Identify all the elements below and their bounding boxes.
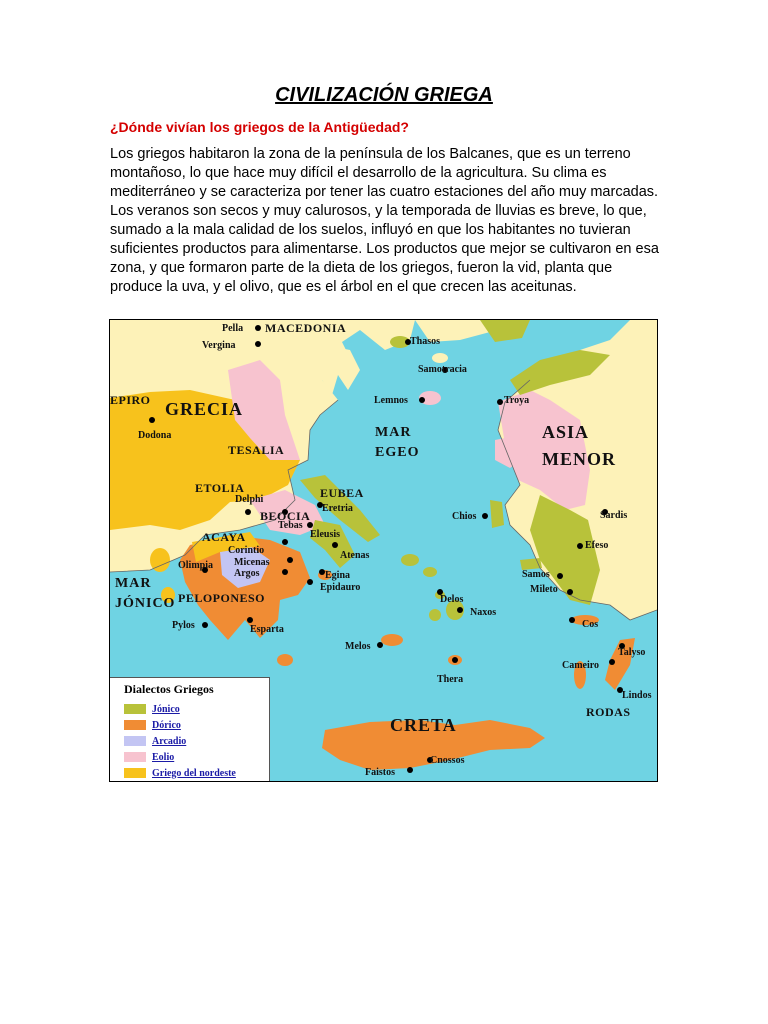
label-melos: Melos (345, 641, 371, 652)
label-samotracia: Samotracia (418, 364, 467, 375)
label-atenas: Atenas (340, 550, 370, 561)
dot-cameiro (609, 659, 615, 665)
legend-swatch (124, 704, 146, 714)
island-paros (429, 609, 441, 621)
label-naxos: Naxos (470, 607, 497, 618)
label-beocia: BEOCIA (260, 509, 311, 523)
legend-swatch (124, 720, 146, 730)
dot-chios (482, 513, 488, 519)
label-epiro: EPIRO (110, 393, 151, 407)
dot-pella (255, 325, 261, 331)
island-corfu (113, 416, 127, 444)
dot-mileto (567, 589, 573, 595)
dot-vergina (255, 341, 261, 347)
legend-title: Dialectos Griegos (124, 682, 214, 696)
island-kythera (277, 654, 293, 666)
label-macedonia: MACEDONIA (265, 321, 347, 335)
label-creta: CRETA (390, 715, 457, 735)
label-tesalia: TESALIA (228, 443, 285, 457)
legend-item-dorico[interactable] (124, 718, 181, 732)
label-delphi: Delphi (235, 494, 264, 505)
label-rodas: RODAS (586, 705, 631, 719)
dot-atenas (332, 542, 338, 548)
label-samos: Samos (522, 569, 550, 580)
label-eleusis: Eleusis (310, 529, 341, 540)
dot-esparta (247, 617, 253, 623)
island-melos (381, 634, 403, 646)
label-thera: Thera (437, 674, 464, 685)
label-eubea: EUBEA (320, 486, 364, 500)
label-etolia: ETOLIA (195, 481, 245, 495)
label-delos: Delos (440, 594, 464, 605)
legend-label: Dórico (152, 719, 181, 731)
label-talyso: Talyso (618, 647, 646, 658)
dot-thera (452, 657, 458, 663)
label-argos: Argos (234, 568, 260, 579)
legend-label: Griego del nordeste (152, 767, 236, 779)
label-esparta: Esparta (250, 624, 284, 635)
label-eretria: Eretria (322, 503, 353, 514)
label-olimpia: Olimpia (178, 560, 214, 571)
page-title: CIVILIZACIÓN GRIEGA (275, 84, 493, 106)
dialect-legend (110, 677, 270, 782)
label-efeso: Efeso (585, 540, 609, 551)
dot-corintio (282, 539, 288, 545)
section-question: ¿Dónde vivían los griegos de la Antigüedad? (110, 119, 409, 135)
dot-cos (569, 617, 575, 623)
legend-item-arcadio[interactable] (124, 734, 186, 748)
island-chios (490, 500, 504, 528)
legend-item-jonico[interactable] (124, 702, 180, 716)
label-thasos: Thasos (410, 336, 441, 347)
label-vergina: Vergina (202, 340, 236, 351)
label-cameiro: Cameiro (562, 660, 600, 671)
label-menor: MENOR (542, 449, 616, 469)
label-grecia: GRECIA (165, 399, 244, 419)
island-samotracia (432, 353, 448, 363)
label-dodona: Dodona (138, 430, 172, 441)
label-faistos: Faistos (365, 767, 395, 778)
ancient-greece-map (109, 319, 658, 782)
dot-micenas (287, 557, 293, 563)
dot-lemnos (419, 397, 425, 403)
label-lemnos: Lemnos (374, 395, 408, 406)
legend-swatch (124, 768, 146, 778)
dot-samos (557, 573, 563, 579)
label-cnossos: Cnossos (430, 755, 465, 766)
label-mileto: Mileto (530, 584, 558, 595)
dot-dodona (149, 417, 155, 423)
legend-swatch (124, 736, 146, 746)
label-troya: Troya (504, 395, 530, 406)
label-epidauro: Epidauro (320, 582, 361, 593)
dot-argos (282, 569, 288, 575)
label-egina: Egina (325, 570, 351, 581)
legend-swatch (124, 752, 146, 762)
dot-epidauro (307, 579, 313, 585)
dot-pylos (202, 622, 208, 628)
island-tinos (423, 567, 437, 577)
body-paragraph: Los griegos habitaron la zona de la península de los Balcanes, que es un terreno montañoso, lo que hace muy difícil el desarrollo de la agricultura. Su clima es mediterráneo y se caracteriza por tener las cuatro estaciones del año muy marcadas. Los veranos son secos y muy calurosos, y la temporada de lluvias es breve, lo que, sumado a la mala calidad de los suelos, influyó en que los habitantes no tuvieran suficientes productos para alimentarse. Los productos que mejor se cultivaron en esa zona, y que formaron parte de la dieta de los griegos, fueron la vid, planta que produce la uva, y el olivo, que es el árbol en el que crecen las aceitunas. (110, 146, 659, 295)
label-asia: ASIA (542, 422, 590, 442)
label-cos: Cos (582, 619, 599, 630)
label-sardis: Sardis (600, 510, 628, 521)
legend-label: Jónico (152, 703, 180, 715)
label-acaya: ACAYA (202, 530, 246, 544)
legend-item-nordeste[interactable] (124, 766, 236, 780)
dot-delphi (245, 509, 251, 515)
label-chios: Chios (452, 511, 477, 522)
label-micenas: Micenas (234, 557, 270, 568)
dot-melos (377, 642, 383, 648)
label-tebas: Tebas (278, 520, 303, 531)
label-mar-egeo-2: EGEO (375, 445, 420, 460)
label-pella: Pella (222, 323, 244, 334)
legend-item-eolio[interactable] (124, 750, 174, 764)
label-corintio: Corintio (228, 545, 265, 556)
label-mar-jonico-2: JÓNICO (115, 596, 176, 611)
dot-troya (497, 399, 503, 405)
label-pylos: Pylos (172, 620, 195, 631)
dot-efeso (577, 543, 583, 549)
label-lindos: Lindos (622, 690, 652, 701)
dot-faistos (407, 767, 413, 773)
dot-naxos (457, 607, 463, 613)
label-mar-egeo-1: MAR (375, 425, 412, 440)
island-andros (401, 554, 419, 566)
label-mar-jonico-1: MAR (115, 576, 152, 591)
label-peloponeso: PELOPONESO (178, 591, 266, 605)
legend-label: Arcadio (152, 735, 187, 747)
legend-label: Eolio (152, 751, 175, 763)
